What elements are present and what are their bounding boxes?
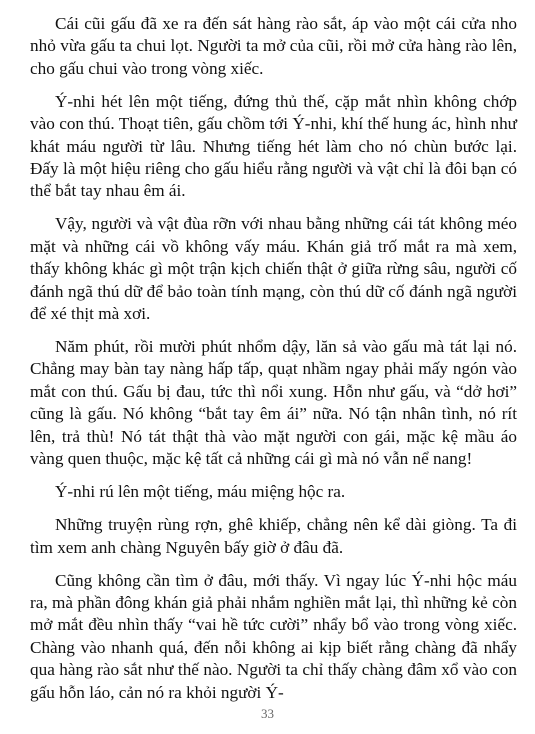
paragraph-1: Cái cũi gấu đã xe ra đến sát hàng rào sắt, áp vào một cái cửa nho nhỏ vừa gấu ta chui lọt. Người ta mở của cũi, rồi mở cửa hàng rào lên, cho gấu chui vào trong vòng xiếc. [30, 14, 517, 78]
paragraph-6: Những truyện rùng rợn, ghê khiếp, chẳng nên kể dài giòng. Ta đi tìm xem anh chàng Nguyên bấy giờ ở đâu đã. [30, 515, 517, 557]
page-body [30, 13, 517, 715]
paragraph-5: Ý-nhi rú lên một tiếng, máu miệng hộc ra. [55, 482, 346, 502]
paragraph-7: Cũng không cần tìm ở đâu, mới thấy. Vì ngay lúc Ý-nhi hộc máu ra, mà phần đông khán giả phải nhắm nghiền mắt lại, thì những kẻ còn mở mắt đều nhìn thấy “vai hề tức cười” nhẩy bổ vào trong vòng xiếc. Chàng vào nhanh quá, đến nỗi không ai kịp biết rằng chàng đã nhẩy qua hàng rào sắt như thế nào. Người ta chỉ thấy chàng đâm xổ vào con gấu hỗn láo, cản nó ra khỏi người Ý- [30, 570, 517, 702]
paragraph-2: Ý-nhi hét lên một tiếng, đứng thủ thế, cặp mắt nhìn không chớp vào con thú. Thoạt tiên, gấu chồm tới Ý-nhi, khí thế hung ác, hình như khát máu người từ lâu. Nhưng tiếng hét làm cho nó chùn bước lại. Đấy là một hiệu riêng cho gấu hiểu rằng người và vật chỉ là đôi bạn có thể bắt tay nhau êm ái. [30, 91, 517, 201]
paragraph-3: Vậy, người và vật đùa rỡn với nhau bằng những cái tát không méo mặt và những cái vồ không vấy máu. Khán giả trố mắt ra mà xem, thấy không khác gì một trận kịch chiến thật ở giữa rừng sâu, người cố đánh ngã thú dữ để bảo toàn tính mạng, còn thú dữ cố đánh ngã người để xé thịt mà xơi. [30, 214, 517, 324]
paragraph-4: Năm phút, rồi mười phút nhổm dậy, lăn sả vào gấu mà tát lại nó. Chẳng may bàn tay nàng hấp tấp, quạt nhầm ngay phải mấy ngón vào mắt con thú. Gấu bị đau, tức thì nổi xung. Hỗn như gấu, và “dở hơi” cũng là gấu. Nó không “bắt tay êm ái” nữa. Nó tận nhân tình, nó rít lên, trả thù! Nó tát thật thà vào mặt người con gái, mặc kệ mầu áo vàng quen thuộc, mặc kệ tất cả những cái gì mà nó vẫn nể nang! [30, 337, 517, 469]
page-number: 33 [261, 706, 274, 721]
